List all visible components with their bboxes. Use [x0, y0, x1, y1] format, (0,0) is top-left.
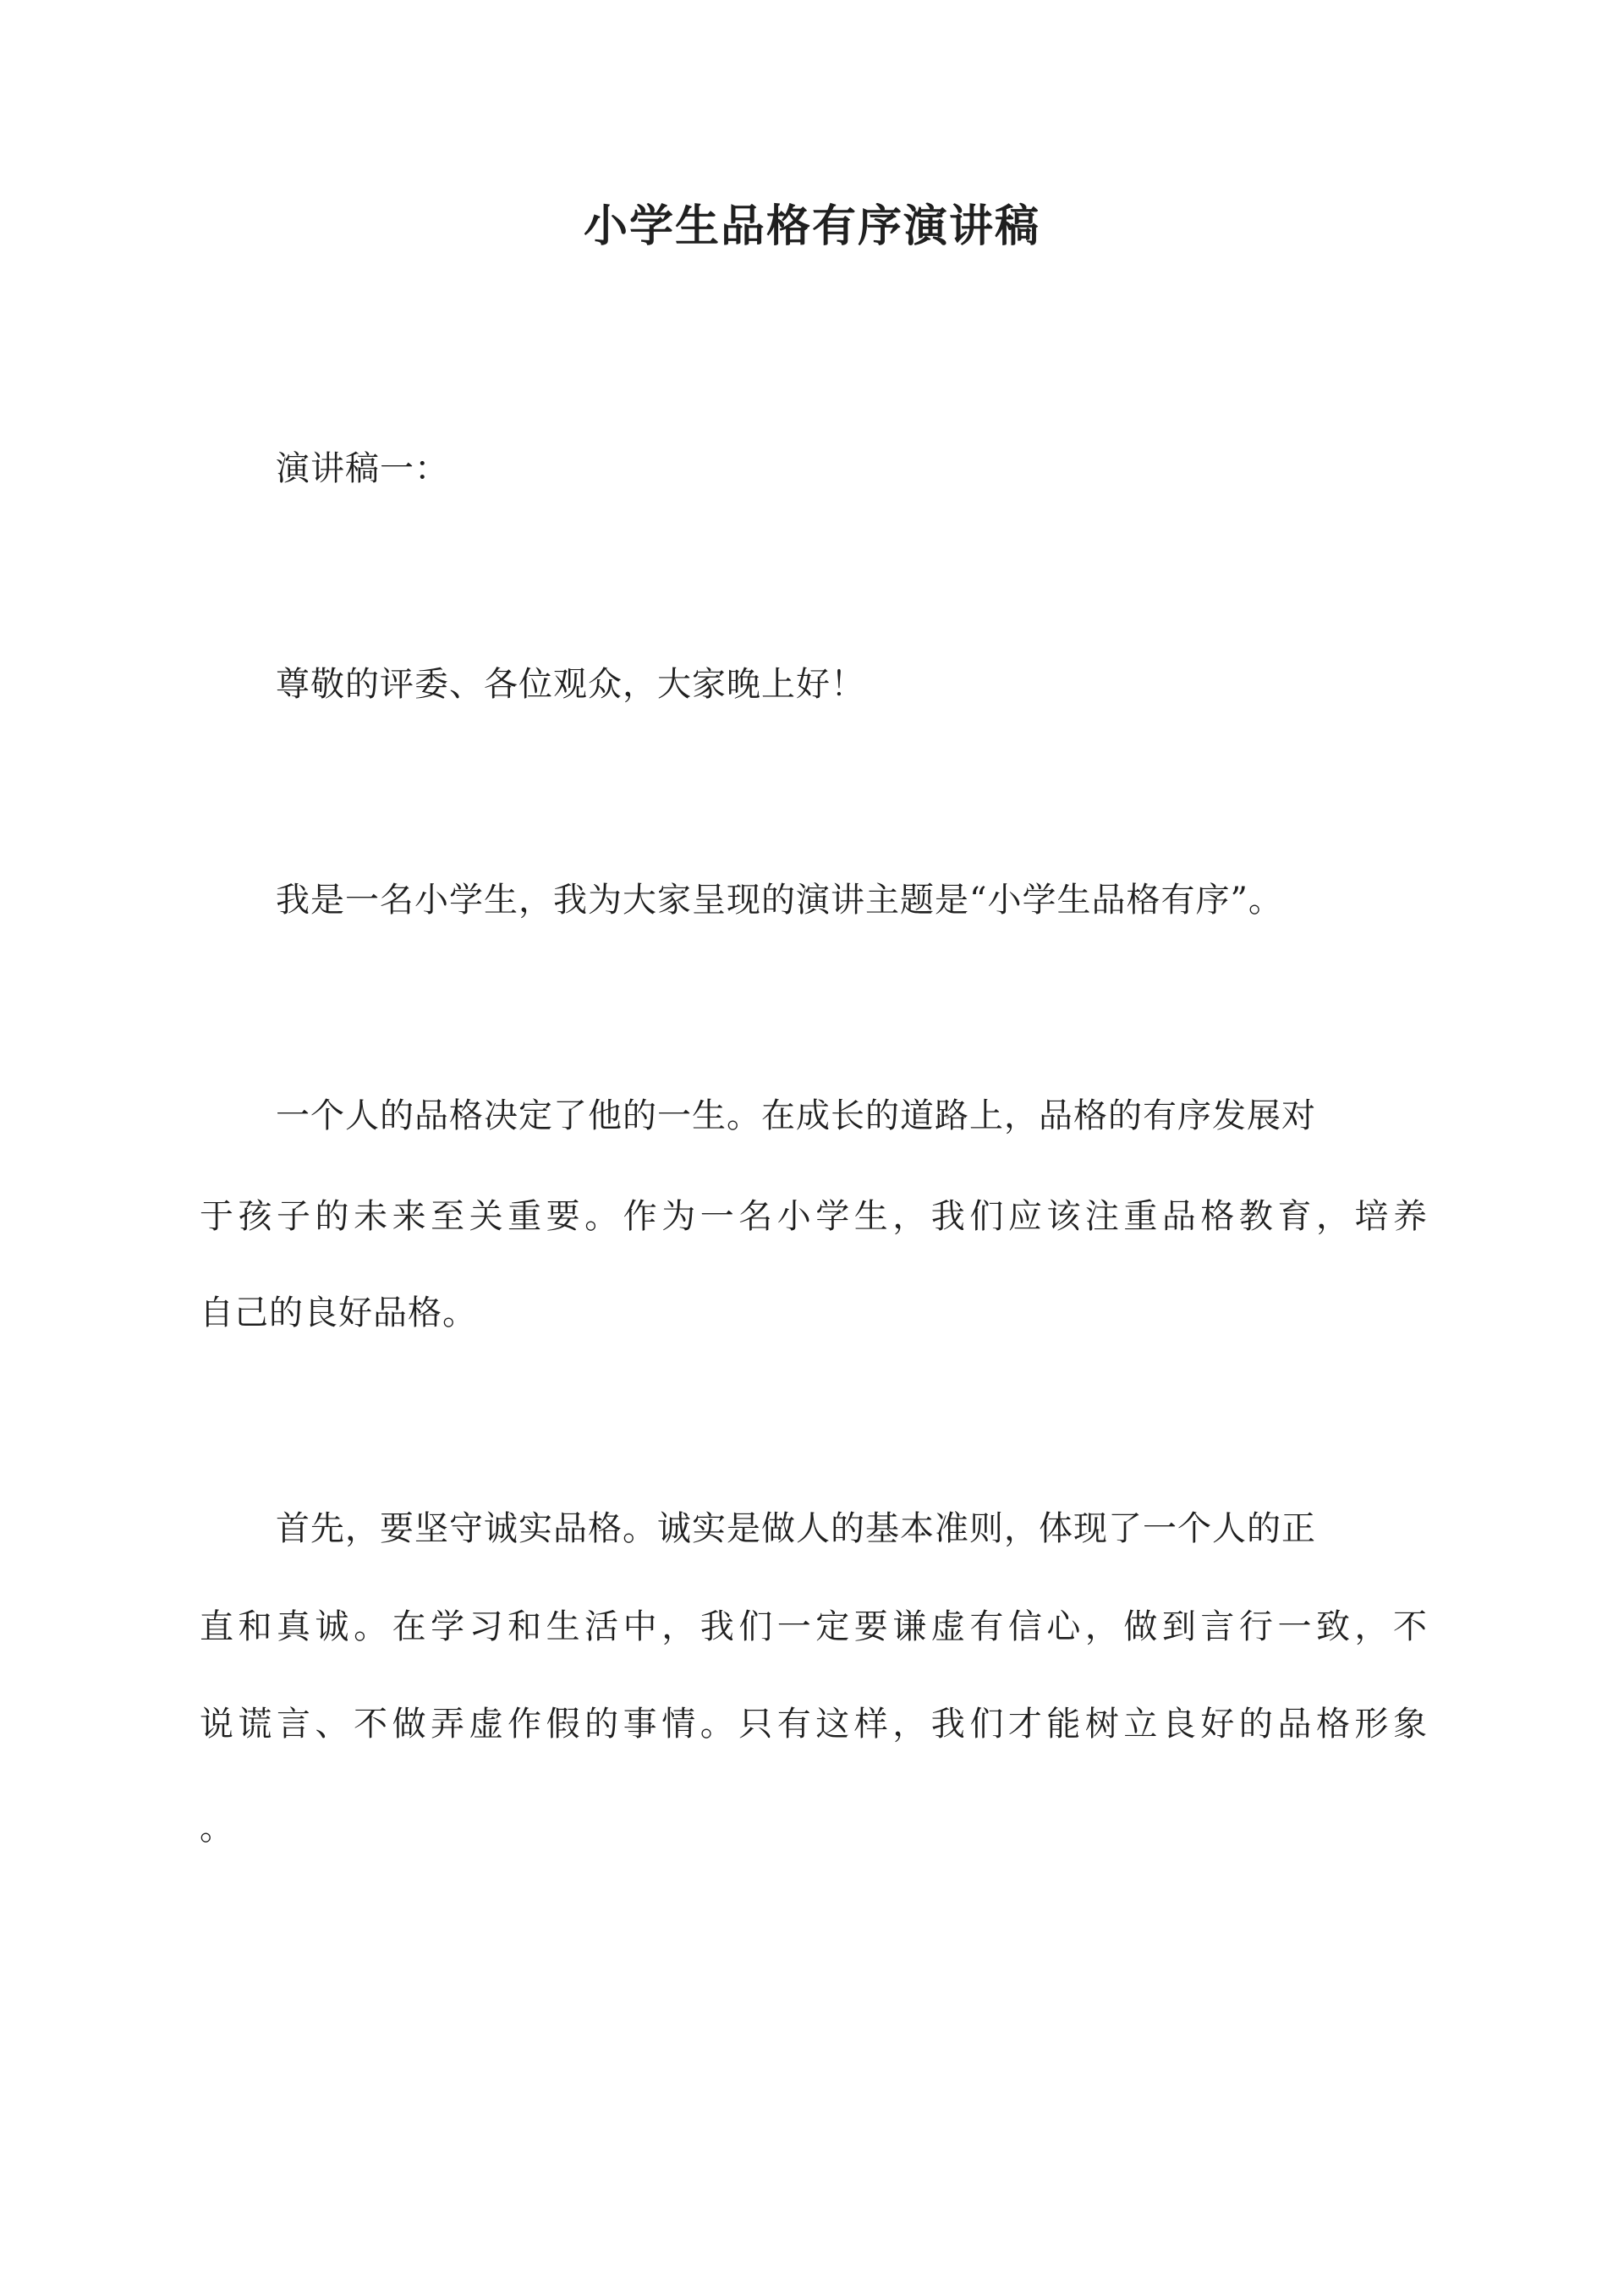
- paragraph-line: 。: [200, 1809, 234, 1848]
- paragraph-line: 于孩子的未来至关重要。作为一名小学生，我们应该注重品格教育，培养: [200, 1197, 1428, 1236]
- paragraph-line: 说谎言、不做弄虚作假的事情。只有这样，我们才能树立良好的品格形象: [200, 1705, 1428, 1744]
- greeting-paragraph: 尊敬的评委、各位观众，大家晚上好！: [276, 665, 865, 704]
- section-label: 演讲稿一：: [276, 449, 449, 488]
- paragraph-line: 首先，要坚守诚实品格。诚实是做人的基本准则，体现了一个人的正: [276, 1509, 1316, 1548]
- document-title: 小学生品格有序演讲稿: [583, 200, 1040, 252]
- paragraph-line: 自己的良好品格。: [200, 1294, 477, 1332]
- paragraph-line: 直和真诚。在学习和生活中，我们一定要谦虚有信心，做到言行一致，不: [200, 1607, 1428, 1646]
- intro-paragraph: 我是一名小学生，我为大家呈现的演讲主题是“小学生品格有序”。: [276, 881, 1283, 920]
- paragraph-line: 一个人的品格决定了他的一生。在成长的道路上，品格的有序发展对: [276, 1096, 1316, 1135]
